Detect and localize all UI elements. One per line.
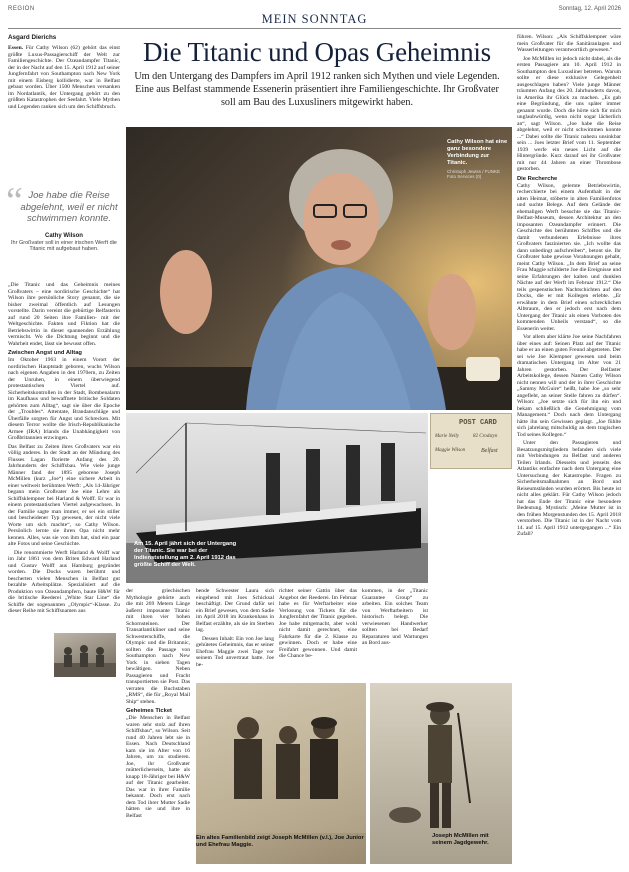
titanic-ship-photo [126,413,428,583]
postcard-line: 82 Crodstyn [473,434,498,439]
byline: Asgard Dierichs [8,34,57,41]
main-photo-credit: Christoph Jewiss / FUNKE Foto Services (0) [447,169,501,179]
column-2 [126,588,190,864]
workers-photo-art [54,633,116,677]
family-photo-art [196,683,366,833]
headline: Die Titanic und Opas Geheimnis [143,37,491,67]
paragraph: Die renommierte Werft Harland & Wolff war im Jahr 1861 von dem Briten Edward Harland und Gustav Wolff aus Hamburg gegründet worden. Die Docks waren berühmt und bescherten vielen Menschen in Belfast gut bezahlte Arbeitsplätze. Spezialisiert auf die Produktion von Ozeandampfern, baute H&W für die britische Reederei „White Star Line“ die Schiffe der sogenannten „Olympic“-Klasse. Zu dieser Reihe mit Schiffsnamen aus [8,549,120,614]
family-photo [196,683,366,864]
ship-photo-caption: Am 15. April jährt sich der Untergang der Titanic. Sie war bei der Indienststellung am 2. April 1912 das größte Schiff der Welt. [134,541,237,568]
workers-photo [54,633,116,677]
paragraph: bende Schwester Laura sich eingehend mit Joes Schicksal beschäftigt. Der Grund dafür sei ein Brief gewesen, von dem Sadie im April 2018 im Krankenhaus in Belfast erzählte, als sie im Sterben lag. [196,588,274,633]
postcard-photo [430,413,512,469]
postcard-title: POST CARD [459,419,497,427]
paragraph-text: Das Belfast zu Zeiten ihres Großvaters war ein völlig anderes. In der Stadt an der Mündung des Flusses Lagan florierte Anfang des 20. Jahrhunderts der Schiffsbau. Wie viele junge Männer fand der 1895 geborene Joseph McMillen (kurz „Joe“) eine sichere Arbeit in einer weltweit berühmten Werft: „Als 14-Jähriger begann mein Großvater Joe eine Lehre als Schiffsklempner bei Harland & Wolff. Er war in einem protestantischen Viertel aufgewachsen. In der Familie sagte man immer, er sei ein stiller und bescheidener Typ gewesen, der nicht viele Worte um sich machte“, so Cathy Wilson. Persönlich lernte sie ihren Opa nicht mehr kennen. Alles, was sie von ihm hat, sind ein paar alte Fotos und seine Geschichte. [8,443,120,547]
issue-date: Sonntag, 12. April 2026 [558,6,621,12]
pullquote-note: Ihr Großvater soll in einer irischen Werft die Titanic mit aufgebaut haben. [11,239,117,252]
region-label: REGION [8,6,35,12]
paragraph: Vor allem aber klärte Joe seine Nachfahren über eines auf: Seinen Platz auf der Titanic habe er an einen guten Freund abgetreten. Der sei wie Joe Klempner gewesen und beim dramatischen Untergang im Alter von 21 Jahren gestorben. Der Belfaster Arbeitskollege, dessen Namen Cathy Wilson nicht nennen will und der in ihrer Geschichte „Sammy McGuire“ heißt, habe Joe „so sehr angefleht, an seiner Stelle fahren zu dürfen“. Wilson: „Joe setzte sich für ihn ein und bekam schließlich die Genehmigung vom Management.“ Doch nach dem Untergang hätte ihn sein Gewissen geplagt. „Joe fühlte sich jahrelang mitschuldig an dem tragischen Tod seines Kollegen.“ [517,334,621,438]
paragraph: richtet seiner Gattin über das Angebot der Reederei. Im Februar habe es für Werftarbeiter eine Verlosung von Tickets für die Jungfernfahrt der Titanic gegeben. Joe habe mitgemacht, aber wohl nicht damit gerechnet, eine Fahrkarte für die 2. Klasse zu gewinnen. Doch er habe eine Freifahrt gewonnen. Und damit die Chance be- [279,588,357,659]
paragraph: der griechischen Mythologie gehörte auch die mit 269 Metern Länge äußerst imposante Titanic mit ihren vier hohen Schornsteinen. Der Transatlantikliner und seine Schwesterschiffe, die Olympic und die Britannic, sollten die Passage von Southampton nach New York in sieben Tagen bewältigen. Neben Passagieren und Fracht transportierten sie Post. Das verraten die Buchstaben „RMS“, die für „Royal Mail Ship“ stehen. [126,588,190,705]
paragraph [8,444,120,548]
subhead: Geheimes Ticket [126,708,172,714]
column-4 [279,588,357,678]
postcard-line: Marie Nelly [435,434,460,439]
main-photo-caption-text: Cathy Wilson hat eine ganz besondere Verbindung zur Titanic. [447,139,508,166]
column-3 [196,588,274,678]
family-photo-caption: Ein altes Familienbild zeigt Joseph McMillen (v.l.), Joe Junior und Ehefrau Maggie. [196,835,364,848]
paragraph: „Die Titanic und das Geheimnis meines Großvaters – eine nordirische Geschichte“ hat Wilson ihre persönliche Story genannt, die sie bisher zweimal öffentlich auf Lesungen vorstellte. Darin vereint die gebürtige Belfasterin auf rund 20 Seiten ihre Familien- mit der Weltgeschichte. Fakten und Fiktion hat die Betriebswirtin in dieser spannenden Erzählung vermischt. Wo die Dichtung beginnt und die Wahrheit endet, lässt sie bewusst offen. [8,282,120,347]
section-title: MEIN SONNTAG [261,12,368,26]
paragraph: Unter den Passagieren und Besatzungsmitgliedern befanden sich viele mit Verbindungen zu Belfast und anderen Teilen Irlands. Diesseits und jenseits des Atlantiks entfachte nach dem Untergang eine Untersuchung der Katastrophe. Fragen zu Sicherheitsmaßnahmen an Bord und Reiseumständen wurden erörtert. Bis heute ist nicht alles geklärt. Für Cathy Wilson jedoch hat das Ende der Titanic eine besondere Bedeutung. Mystisch: „Meine Mutter ist in den frühen Morgenstunden des 15. April 2018 verstorben. Die Titanic ist in der Nacht vom 14. auf 15. April 1912 untergegangen ...“ Ein Zufall? [517,440,621,537]
hunter-photo [370,683,512,864]
paragraph: kommen, in der „Titanic Guarantee Group“ zu arbeiten. Ein solches Team von Werftarbeitern ist historisch belegt. Die verwiesenen Handwerker sollten bei Bedarf Reparaturen und Wartungen an Bord aus- [362,588,428,646]
pullquote [6,180,120,253]
paragraph: Cathy Wilson, gelernte Betriebswirtin, recherchierte bei einem Aufenthalt in der alten Heimat, stöberte in alten Familienfotos und suchte Belege. Auf dem Gelände der ehemaligen Werft besuchte sie das Titanic-Belfast-Museum, dessen Architektur an den imposanten Ozeandampfer erinnert. Die Geschichte des berühmten Schiffes und die damit verbundenen Erlebnisse ihres Großvaters faszinierten sie. „Ich wollte das dann unbedingt aufschreiben“, betont sie. Ihr Großvater habe gewisse Vorahnungen gehabt, meint Cathy Wilson. „In dem Brief an seine Frau Maggie schilderte Joe die Ereignisse und seine Erfahrungen der kalten und dunklen Nächte auf der Werft im Februar 1912.“ Die teils gespenstischen Nachtschichten auf den Docks, die er mit Kollegen erlebte. „Er erwähnte in dem Brief einen schrecklichen Albtraum, den er jedoch erst nach dem Untergang der Titanic als einen Vorboten des kommenden Unheils verstand“, so die Essenerin weiter. [517,182,621,332]
subhead: Zwischen Angst und Alltag [8,350,82,356]
postcard-line: Maggie Wilson [435,448,466,453]
pullquote-text: Joe habe die Reise abgelehnt, weil er nicht schwimmen konnte. [20,190,118,224]
header-rule [8,28,621,29]
paragraph: „Die Menschen in Belfast waren sehr stolz auf ihren Schiffsbau“, so Wilson. Seit rund 40 Jahren lebt sie in Essen. Nach Deutschland kam sie im Alter von 16 Jahren, um zu studieren. Joe, ihr Großvater mütterlicherseits, hatte als knapp 18-Jähriger bei H&W auf der Titanic gearbeitet. Das war in ihrer Familie bekannt. Doch erst nach dem Tod ihrer Mutter Sadie hätten sie und ihre in Belfast [126,715,190,819]
column-1-top [8,34,120,174]
dek: Um den Untergang des Dampfers im April 1912 ranken sich Mythen und viele Legenden. Eine aus Belfast stammende Essenerin präsentiert ihre Familiengeschichte. Ihr Großvater soll am Bau des Luxusliners mitgewirkt haben. [134,71,500,108]
cathy-wilson-photo [126,127,512,410]
column-1-bottom [8,282,120,864]
paragraph: Im Oktober 1963 in einem Vorort der nordirischen Hauptstadt geboren, wuchs Wilson nach eigenen Angaben in den 1970ern, zu Zeiten der Unruhen, in einem überwiegend protestantischen Viertel auf. Sicherheitskontrollen in der Stadt, Bombenalarm im Kaufhaus und bewaffnete britische Soldaten gehörten zum Alltag“, sagt sie über die Epoche der „Troubles“. Attentate, Brandanschläge und Überfälle sorgten für Angst und Schrecken. Mit diesem Terror wollte die Irisch-Republikanische Armee (IRA) Irlands die Unabhängigkeit von Großbritannien erzwingen. [8,357,120,441]
hunter-photo-caption: Joseph McMillen mit seinem Jagdgewehr. [432,833,489,846]
paragraph: Dessen Inhalt: Ein von Joe lang gehütetes Geheimnis, das er seiner Ehefrau Maggie zwei Tage vor seinem Tod anvertraut hatte. Joe be- [196,635,274,668]
hunter-photo-art [370,683,512,833]
column-6 [517,34,621,864]
lead-paragraph [8,45,120,110]
postcard-line: Belfast [481,448,498,454]
lead-text: Für Cathy Wilson (62) gehört das einst größte Luxus-Passagierschiff der Welt zur Familiengeschichte. Der Ozeandampfer Titanic, der in der Nacht auf den 15. April 1912 auf seiner Jungfernfahrt von Southampton nach New York mit einem Eisberg kollidierte, war in Belfast gebaut worden. Über 1500 Menschen versanken im Nordatlantik, der Untergang gehört zu den größten Katastrophen der Seefahrt. Viele Mythen und Legenden ranken sich um den Schiffsbruch. [8,45,120,110]
dateline: Essen. [8,45,24,51]
column-5 [362,588,428,678]
main-photo-caption [447,139,509,179]
pullquote-author: Cathy Wilson [45,232,83,239]
paragraph: Joe McMillen ist jedoch nicht dabei, als die ersten Passagiere am 10. April 1912 in Southampton den Luxusliner betreten. Warum sollte er diese exklusive Gelegenheit ausgeschlagen haben? Viele junge Männer träumten Anfang des 20. Jahrhunderts davon, in Amerika ihr Glück zu machen. „Es gab eine Begründung, die uns später immer genannt wurde. Doch die hörte sich für mich unglaubwürdig, wenn nicht sogar lächerlich an“, sagt Wilson. „Joe habe die Reise abgelehnt, weil er nicht schwimmen konnte ...“ Dabei sollte die Titanic nahezu unsinkbar sein ... Joes letzter Brief vom 11. September 1939 werfe ein neues Licht auf die Hintergründe. Kurz darauf sei ihr Großvater mit nur 44 Jahren an einer Thrombose gestorben. [517,55,621,172]
paragraph: führen. Wilson: „Als Schiffsklempner wäre mein Großvater für die Sanitäranlagen und Wasserleitungen verantwortlich gewesen.“ [517,34,621,53]
quote-mark-icon: “ [6,180,23,222]
subhead: Die Recherche [517,175,558,182]
